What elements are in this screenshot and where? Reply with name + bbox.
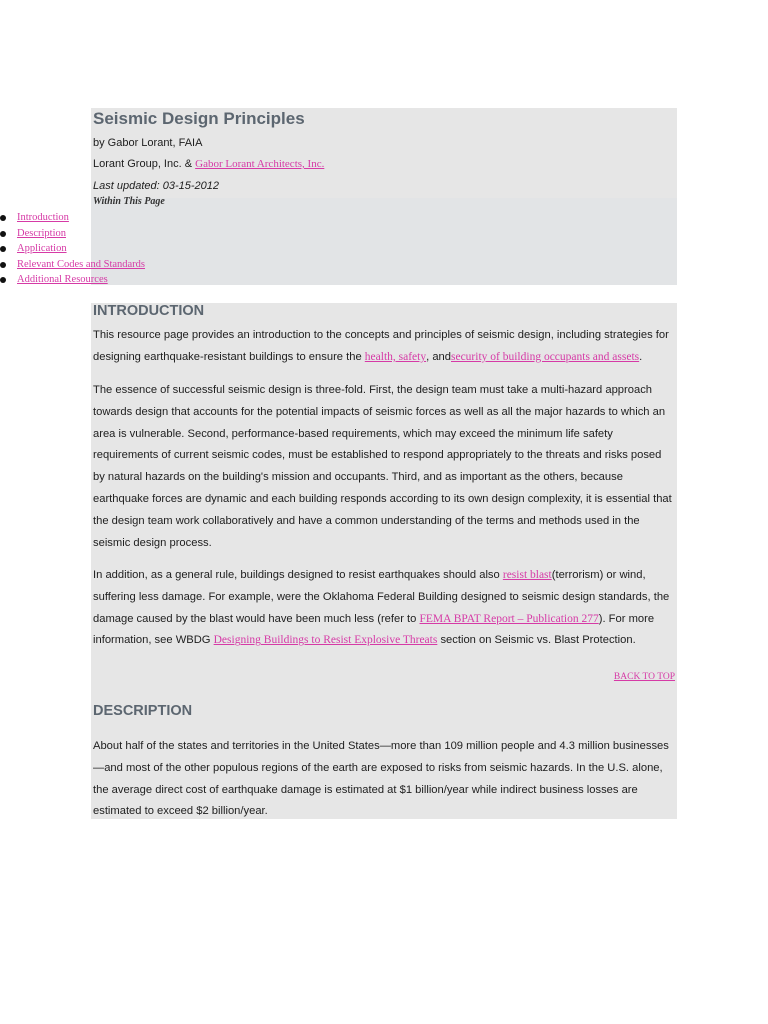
introduction-heading: INTRODUCTION (93, 303, 205, 319)
resist-blast-link[interactable]: resist blast (502, 569, 552, 581)
bullet-icon (0, 277, 6, 283)
fema-report-link[interactable]: FEMA BPAT Report – Publication 277 (419, 612, 599, 625)
intro-paragraph-1 (93, 325, 675, 369)
explosive-threats-link[interactable]: Designing Buildings to Resist Explosive Threats (213, 634, 438, 647)
description-heading: DESCRIPTION (93, 703, 193, 719)
back-to-top-link[interactable]: BACK TO TOP (613, 672, 675, 682)
toc-link-description[interactable]: Description (17, 227, 66, 239)
intro-p3-text-1: In addition, as a general rule, buildings designed to resist earthquakes should also (93, 569, 503, 581)
intro-p3-text-2: (terrorism) or wind, suffering less damage. For example, were the Oklahoma Federal Building designed to seismic design standards, the damage caused by the blast would have been much less (refer to (93, 569, 670, 625)
intro-p3-text-3: ). For more information, see WBDG (93, 612, 655, 647)
toc-link-additional-resources[interactable]: Additional Resources (17, 274, 108, 286)
bullet-icon (0, 215, 6, 221)
intro-p1-text-1: This resource page provides an introduction to the concepts and principles of seismic design, including strategies for designing earthquake-resistant buildings to ensure the (93, 329, 669, 363)
content-panel (91, 303, 677, 819)
intro-paragraph-3 (93, 565, 675, 652)
health-safety-link[interactable]: health, safety (364, 350, 427, 363)
author-line: by Gabor Lorant, FAIA (93, 137, 203, 149)
bullet-icon (0, 231, 6, 237)
page-title: Seismic Design Principles (93, 109, 305, 128)
description-paragraph-1: About half of the states and territories in the United States—more than 109 million people and 4.3 million businesses—and most of the other populous regions of the earth are exposed to risks from seismic hazards. In the U.S. alone, the average direct cost of earthquake damage is estimated at $1 billion/year while indirect business losses are estimated to exceed $2 billion/year. (93, 740, 669, 818)
bullet-icon (0, 262, 6, 268)
toc-link-codes-standards[interactable]: Relevant Codes and Standards (17, 258, 146, 270)
intro-p3-text-4: section on Seismic vs. Blast Protection. (437, 634, 636, 647)
toc-title: Within This Page (93, 196, 165, 207)
toc-link-introduction[interactable]: Introduction (17, 212, 69, 223)
intro-paragraph-2: The essence of successful seismic design is three-fold. First, the design team must take a multi-hazard approach towards design that accounts for the potential impacts of seismic forces as well as all the major hazards to which an area is vulnerable. Second, performance-based requirements, which may exceed the minimum life safety requirements of current seismic codes, must be established to respond appropriately to the threats and risks posed by natural hazards on the building's mission and occupants. Third, and as important as the others, because earthquake forces are dynamic and each building responds according to its own design complexity, it is essential that the design team work collaboratively and have a common understanding of the terms and methods used in the seismic design process. (93, 384, 672, 549)
bullet-icon (0, 246, 6, 252)
intro-p1-text-3: . (639, 350, 643, 363)
header-panel (17, 108, 677, 286)
security-link[interactable]: security of building occupants and assets (451, 350, 640, 363)
org-prefix: Lorant Group, Inc. & (93, 158, 196, 170)
toc-panel (91, 198, 677, 285)
toc-link-application[interactable]: Application (17, 243, 67, 255)
org-line (93, 158, 324, 170)
last-updated: Last updated: 03-15-2012 (93, 180, 219, 192)
intro-p1-text-2: , and (426, 350, 451, 363)
org-link[interactable]: Gabor Lorant Architects, Inc. (195, 158, 325, 170)
